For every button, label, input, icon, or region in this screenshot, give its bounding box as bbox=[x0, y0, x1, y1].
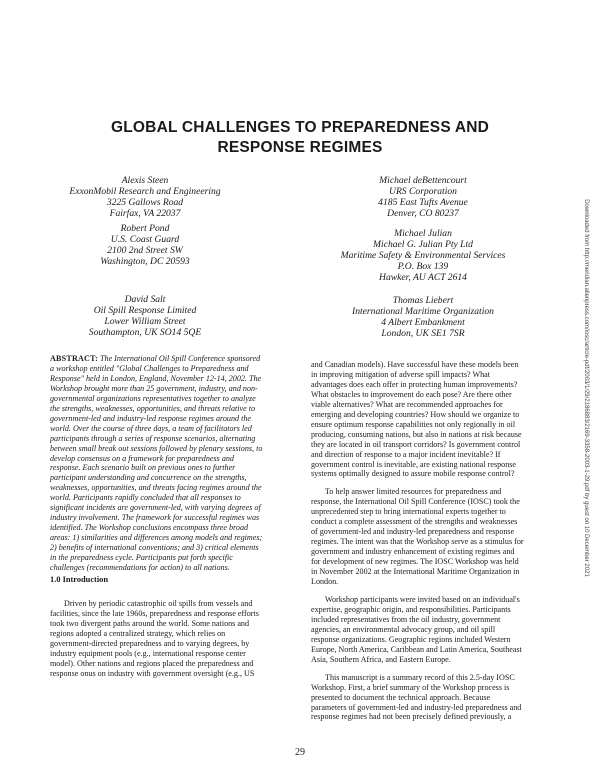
author-affiliation: U.S. Coast Guard bbox=[110, 234, 180, 245]
body-line: Workshop participants were invited based on an individual's bbox=[325, 594, 520, 604]
body-line: and Canadian models). Have successful have these models been bbox=[311, 360, 519, 369]
author-address: 4185 East Tufts Avenue bbox=[378, 197, 468, 208]
abstract-line: governmental organizations representatives together to analyze bbox=[50, 393, 256, 403]
author-address: 4 Albert Embankment bbox=[381, 317, 465, 328]
author-city: Denver, CO 80237 bbox=[387, 208, 459, 219]
body-line: they are located in oil transport corridors? Is government control bbox=[311, 439, 521, 449]
author-name: Michael Julian bbox=[394, 228, 452, 239]
author-address: 2100 2nd Street SW bbox=[107, 245, 183, 256]
body-line: Asia, Southern Africa, and Eastern Europe. bbox=[311, 654, 451, 664]
abstract bbox=[50, 354, 288, 573]
intro-line: took two divergent paths around the world. Some nations and bbox=[50, 618, 250, 628]
abstract-line: in the preparedness cycle. Participants put forth specific bbox=[50, 553, 233, 563]
author-block-pond bbox=[60, 223, 230, 267]
intro-line: response onus on industry with government oversight (e.g., US bbox=[50, 668, 255, 678]
abstract-line: response. Each scenario built on previous ones to further bbox=[50, 463, 236, 473]
author-address: Lower William Street bbox=[104, 316, 186, 327]
body-line: advantages does each offer in protecting human improvements? bbox=[311, 379, 518, 389]
body-line: This manuscript is a summary record of this 2.5-day IOSC bbox=[325, 672, 515, 682]
abstract-line: 2) benefits of international conventions; and 3) critical elements bbox=[50, 543, 259, 553]
intro-line: government-directed preparedness and to varying degrees, by bbox=[50, 638, 250, 648]
body-line: Workshop. First, a brief summary of the Workshop process is bbox=[311, 682, 510, 692]
body-line: conduct a complete assessment of the strengths and weaknesses bbox=[311, 517, 518, 527]
abstract-line: Workshop brought more than 25 government, industry, and non- bbox=[50, 383, 258, 393]
body-line: To help answer limited resources for preparedness and bbox=[325, 487, 502, 497]
body-line: included representatives from the oil industry, government bbox=[311, 614, 501, 624]
author-city: Southampton, UK SO14 5QE bbox=[88, 327, 202, 338]
author-pobox: P.O. Box 139 bbox=[397, 261, 449, 272]
paper-title bbox=[60, 118, 540, 158]
abstract-line: weaknesses, opportunities, and threats facing regimes around the bbox=[50, 483, 262, 493]
body-line: for development of new regimes. The IOSC Workshop was held bbox=[311, 557, 519, 567]
body-line: ensure optimum response capabilities not only regionally in oil bbox=[311, 419, 516, 429]
author-city: Washington, DC 20593 bbox=[100, 256, 190, 267]
abstract-line: world. Participants rapidly concluded that all responses to bbox=[50, 493, 241, 503]
intro-line: model). Other nations and regions placed the preparedness and bbox=[50, 658, 254, 668]
author-city: Fairfax, VA 22037 bbox=[109, 208, 181, 219]
intro-line: regions adopted a centralized strategy, which relies on bbox=[50, 628, 226, 638]
author-affiliation: Michael G. Julian Pty Ltd bbox=[373, 239, 473, 250]
body-line: expertise, geographic origin, and responsibilities. Participants bbox=[311, 604, 511, 614]
author-block-debettencourt bbox=[325, 175, 521, 219]
abstract-line: develop consensus on a framework for preparedness and bbox=[50, 453, 234, 463]
author-city: London, UK SE1 7SR bbox=[381, 328, 465, 339]
body-line: regimes. The intent was that the Workshop serve as a stimulus for bbox=[311, 537, 524, 547]
body-line: presented to document the technical approach. Because bbox=[311, 692, 491, 702]
title-line-1: GLOBAL CHALLENGES TO PREPAREDNESS AND bbox=[111, 119, 489, 136]
abstract-line: the strengths, weaknesses, opportunities, and threats relative to bbox=[50, 403, 256, 413]
intro-line: Driven by periodic catastrophic oil spills from vessels and bbox=[64, 598, 253, 608]
download-watermark-text: Downloaded from http://meridian.allenpress.com/iosc/article-pdf/2003/1/29/2186883/2169-3358-2003-1-29.pdf by guest on 10 December 2021 bbox=[583, 199, 589, 577]
abstract-line: challenges (recommendations for action) to all nations. bbox=[50, 563, 230, 573]
author-name: Thomas Liebert bbox=[392, 295, 454, 306]
abstract-line: government-led and industry-led response regimes around the bbox=[50, 413, 251, 423]
author-block-salt bbox=[60, 294, 230, 338]
author-block-steen bbox=[60, 175, 230, 219]
right-column bbox=[311, 360, 552, 722]
abstract-line: significant incidents are government-led, with varying degrees of bbox=[50, 503, 261, 513]
author-affiliation: Oil Spill Response Limited bbox=[93, 305, 197, 316]
title-line-2: RESPONSE REGIMES bbox=[217, 139, 383, 156]
author-affiliation: URS Corporation bbox=[389, 186, 457, 197]
body-line: government and industry enhancement of existing regimes and bbox=[311, 547, 515, 557]
body-line: of government-led and industry-led preparedness and response bbox=[311, 527, 515, 537]
body-line: Europe, North America, Caribbean and Latin America, Southeast bbox=[311, 644, 522, 654]
author-name: Alexis Steen bbox=[121, 175, 169, 186]
section-heading: 1.0 Introduction bbox=[50, 575, 109, 584]
author-block-julian bbox=[325, 228, 521, 283]
author-address: Maritime Safety & Environmental Services bbox=[340, 250, 506, 261]
abstract-line: The International Oil Spill Conference sponsored bbox=[100, 354, 261, 363]
page-number: 29 bbox=[295, 747, 305, 758]
abstract-line: participants through a series of response scenarios, alternating bbox=[50, 433, 256, 443]
author-name: Robert Pond bbox=[120, 223, 170, 234]
body-line: in improving mitigation of adverse spill impacts? What bbox=[311, 369, 491, 379]
author-affiliation: International Maritime Organization bbox=[352, 306, 494, 317]
body-line: What obstacles to improvement do each pose? Are there other bbox=[311, 389, 512, 399]
abstract-line: between small break out sessions followed by plenary sessions, to bbox=[50, 443, 263, 453]
abstract-line: participant understanding and concurrence on the strengths, bbox=[50, 473, 247, 483]
author-name: David Salt bbox=[124, 294, 166, 305]
author-city: Hawker, AU ACT 2614 bbox=[379, 272, 467, 283]
intro-line: industry equipment pools (e.g., international response center bbox=[50, 648, 246, 658]
abstract-line: world. Over the course of three days, a team of facilitators led bbox=[50, 423, 252, 433]
author-name: Michael deBettencourt bbox=[379, 175, 467, 186]
body-line: in November 2002 at the International Maritime Organization in bbox=[311, 567, 520, 577]
body-line: systems optimally designed to assure mobile response control? bbox=[311, 469, 515, 479]
body-line: viable alternatives? What are recommended approaches for bbox=[311, 399, 503, 409]
author-block-liebert bbox=[325, 295, 521, 339]
abstract-line: a workshop entitled "Global Challenges to Preparedness and bbox=[50, 363, 249, 373]
author-affiliation: ExxonMobil Research and Engineering bbox=[69, 186, 221, 197]
body-line: unprecedented step to bring international experts together to bbox=[311, 507, 506, 517]
abstract-line: areas: 1) similarities and differences among models and regimes; bbox=[50, 533, 263, 543]
body-line: parameters of government-led and industry-led preparedness and bbox=[311, 702, 522, 712]
body-line: government control is inevitable, are existing national response bbox=[311, 459, 516, 469]
abstract-line: identified. The Workshop conclusions encompass three broad bbox=[50, 523, 249, 533]
body-line: London. bbox=[311, 577, 339, 587]
author-address: 3225 Gallows Road bbox=[106, 197, 184, 208]
abstract-line: industry involvement. The framework for successful regimes was bbox=[50, 513, 260, 523]
body-line: emerging and developing countries? How should we organize to bbox=[311, 409, 520, 419]
introduction-section bbox=[50, 575, 288, 679]
download-watermark bbox=[579, 0, 593, 776]
body-line: producing, consuming nations, but also in nations at risk because bbox=[311, 429, 522, 439]
body-line: and direction of response to a major incident inevitable? If bbox=[311, 449, 501, 459]
body-line: response organizations. Geographic regions included Western bbox=[311, 634, 511, 644]
abstract-line: Response" held in London, England, November 12-14, 2002. The bbox=[50, 373, 262, 383]
intro-line: facilities, since the late 1960s, preparedness and response efforts bbox=[50, 608, 259, 618]
body-line: agencies, an environmental advocacy group, and oil spill bbox=[311, 624, 496, 634]
abstract-label: ABSTRACT: bbox=[50, 354, 98, 363]
body-line: response, the International Oil Spill Conference (IOSC) took the bbox=[311, 497, 520, 507]
body-line: response regimes had not been precisely defined previously, a bbox=[311, 712, 512, 722]
